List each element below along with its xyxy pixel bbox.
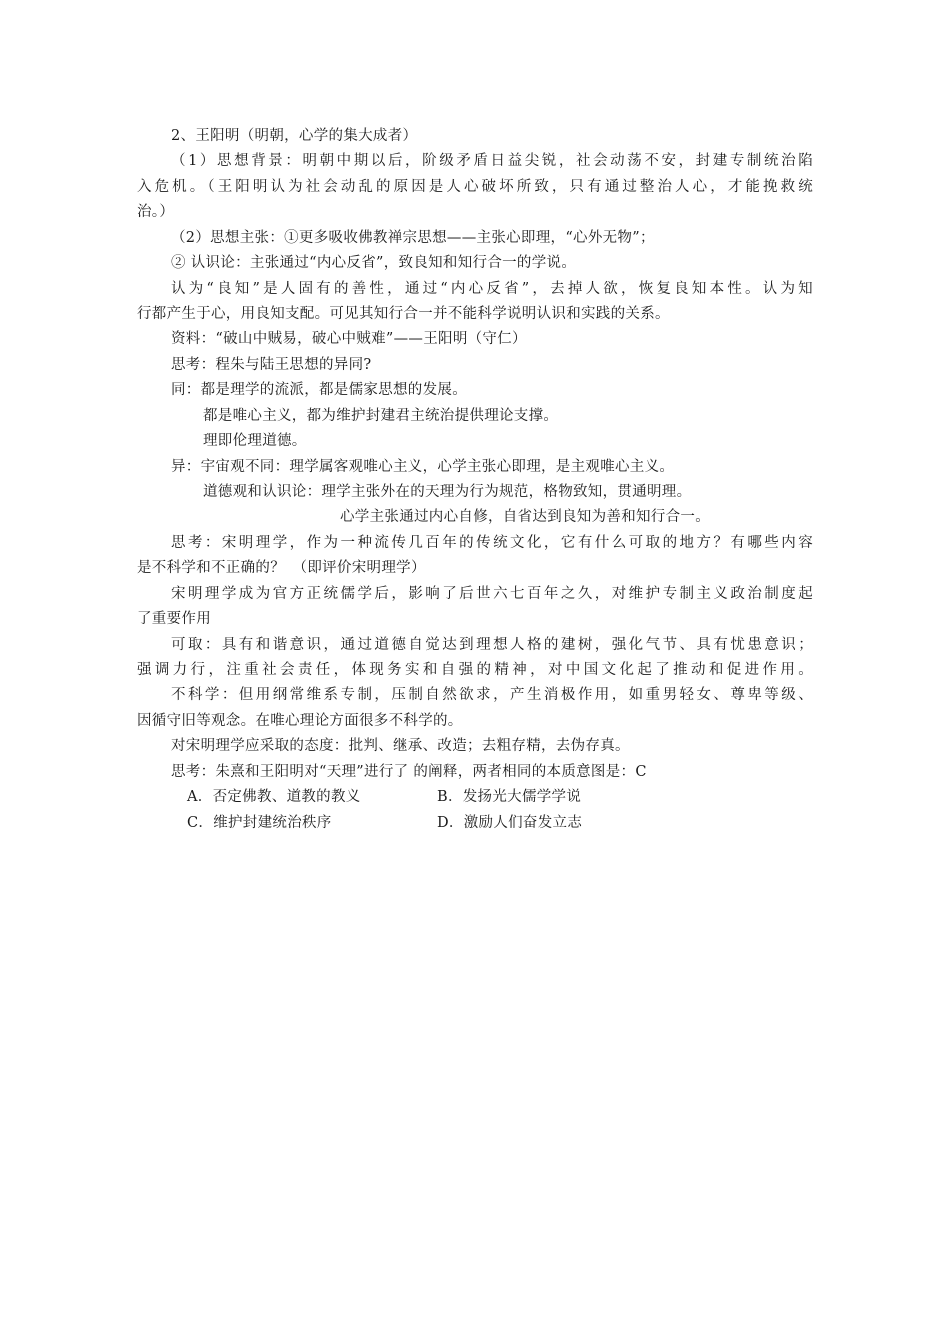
option-b: B．发扬光大儒学学说 [437, 789, 582, 805]
paragraph-line: 了重要作用 [137, 611, 211, 627]
paragraph-line: 资料：“破山中贼易，破心中贼难”——王阳明（守仁） [171, 331, 527, 347]
section-heading: 2、王阳明（明朝，心学的集大成者） [171, 128, 418, 144]
paragraph-line: 因循守旧等观念。在唯心理论方面很多不科学的。 [137, 713, 463, 729]
paragraph-line: 宋明理学成为官方正统儒学后，影响了后世六七百年之久，对维护专制主义政治制度起 [171, 586, 813, 602]
option-d: D．激励人们奋发立志 [437, 815, 583, 831]
paragraph-line: 行都产生于心，用良知支配。可见其知行合一并不能科学说明认识和实践的关系。 [137, 306, 670, 322]
paragraph-line: 同：都是理学的流派，都是儒家思想的发展。 [171, 382, 467, 398]
paragraph-line: 异：宇宙观不同：理学属客观唯心主义，心学主张心即理，是主观唯心主义。 [171, 459, 675, 475]
paragraph-line: （2）思想主张：①更多吸收佛教禅宗思想——主张心即理，“心外无物”； [171, 230, 655, 246]
paragraph-line: 理即伦理道德。 [203, 433, 307, 449]
paragraph-line: 都是唯心主义，都为维护封建君主统治提供理论支撑。 [203, 408, 559, 424]
paragraph-line: 对宋明理学应采取的态度：批判、继承、改造；去粗存精，去伪存真。 [171, 738, 630, 754]
paragraph-line: （1）思想背景：明朝中期以后，阶级矛盾日益尖锐，社会动荡不安，封建专制统治陷 [171, 153, 813, 169]
paragraph-line: 思考：宋明理学，作为一种流传几百年的传统文化，它有什么可取的地方？有哪些内容 [171, 535, 813, 551]
paragraph-line: 入危机。（王阳明认为社会动乱的原因是人心破坏所致，只有通过整治人心，才能挽救统 [137, 179, 813, 195]
paragraph-line: 思考：程朱与陆王思想的异同? [171, 357, 372, 373]
paragraph-line: 心学主张通过内心自修，自省达到良知为善和知行合一。 [340, 509, 710, 525]
paragraph-line: 不科学：但用纲常维系专制，压制自然欲求，产生消极作用，如重男轻女、尊卑等级、 [171, 687, 813, 703]
paragraph-line: 认为“良知”是人固有的善性，通过“内心反省”，去掉人欲，恢复良知本性。认为知 [171, 281, 813, 297]
paragraph-line: 可取：具有和谐意识，通过道德自觉达到理想人格的建树，强化气节、具有忧患意识； [171, 637, 813, 653]
option-c: C．维护封建统治秩序 [187, 815, 332, 831]
paragraph-line: ② 认识论：主张通过“内心反省”，致良知和知行合一的学说。 [171, 255, 577, 271]
question-line: 思考：朱熹和王阳明对“天理”进行了 的阐释，两者相同的本质意图是：C [171, 764, 647, 780]
paragraph-line: 治。） [137, 204, 175, 220]
paragraph-line: 道德观和认识论：理学主张外在的天理为行为规范，格物致知，贯通明理。 [203, 484, 692, 500]
paragraph-line: 强调力行，注重社会责任，体现务实和自强的精神，对中国文化起了推动和促进作用。 [137, 662, 813, 678]
option-a: A．否定佛教、道教的教义 [187, 789, 361, 805]
paragraph-line: 是不科学和不正确的？ （即评价宋明理学） [137, 560, 426, 576]
